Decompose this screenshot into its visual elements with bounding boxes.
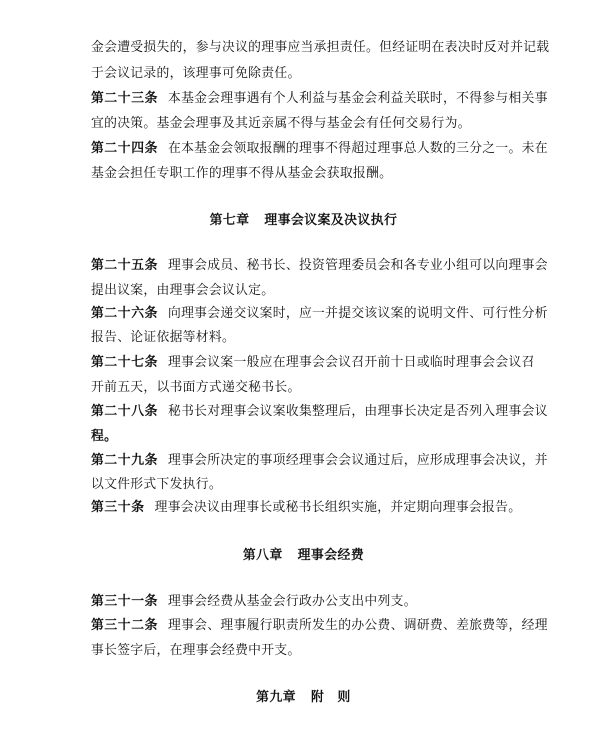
article-26 bbox=[91, 306, 548, 322]
article-23-text-1: 本基金会理事遇有个人利益与基金会利益关联时，不得参与相关事 bbox=[167, 91, 548, 106]
article-27-label: 第二十七条 bbox=[91, 355, 158, 370]
article-31-label: 第三十一条 bbox=[91, 594, 158, 609]
chapter-8-number: 第八章 bbox=[242, 548, 283, 563]
article-23 bbox=[91, 91, 548, 107]
chapter-7-title: 理事会议案及决议执行 bbox=[264, 213, 398, 228]
chapter-8-heading bbox=[0, 548, 607, 564]
article-30-label: 第三十条 bbox=[91, 500, 145, 515]
article-29-text-2: 以文件形式下发执行。 bbox=[91, 477, 222, 492]
article-32-text-2: 事长签字后，在理事会经费中开支。 bbox=[91, 643, 301, 658]
article-25-text-1: 理事会成员、秘书长、投资管理委员会和各专业小组可以向理事会 bbox=[167, 258, 548, 273]
article-29 bbox=[91, 453, 548, 469]
article-25 bbox=[91, 258, 548, 274]
chapter-8-title: 理事会经费 bbox=[297, 548, 365, 563]
chapter-7-number: 第七章 bbox=[209, 213, 250, 228]
article-31 bbox=[91, 594, 417, 610]
article-24-label: 第二十四条 bbox=[91, 141, 158, 156]
article-28-text-2: 程。 bbox=[91, 429, 118, 444]
article-24-text-1: 在本基金会领取报酬的理事不得超过理事总人数的三分之一。未在 bbox=[167, 141, 548, 156]
chapter-9-title: 附 则 bbox=[310, 690, 351, 705]
intro-line-2: 于会议记录的，该理事可免除责任。 bbox=[91, 66, 301, 81]
article-27-text-2: 开前五天，以书面方式递交秘书长。 bbox=[91, 380, 301, 395]
chapter-9-number: 第九章 bbox=[256, 690, 297, 705]
article-24 bbox=[91, 141, 548, 157]
intro-line-1: 金会遭受损失的，参与决议的理事应当承担责任。但经证明在表决时反对并记载 bbox=[91, 40, 550, 55]
article-29-label: 第二十九条 bbox=[91, 453, 158, 468]
article-25-text-2: 提出议案，由理事会会议认定。 bbox=[91, 283, 275, 298]
article-30 bbox=[91, 500, 521, 516]
article-27 bbox=[91, 355, 535, 371]
article-28-label: 第二十八条 bbox=[91, 404, 158, 419]
article-23-label: 第二十三条 bbox=[91, 91, 158, 106]
article-29-text-1: 理事会所决定的事项经理事会会议通过后，应形成理事会决议，并 bbox=[167, 453, 548, 468]
chapter-7-heading bbox=[0, 213, 607, 229]
article-27-text-1: 理事会议案一般应在理事会会议召开前十日或临时理事会会议召 bbox=[167, 355, 535, 370]
article-32-label: 第三十二条 bbox=[91, 618, 158, 633]
article-26-label: 第二十六条 bbox=[91, 306, 158, 321]
article-32 bbox=[91, 618, 548, 634]
article-24-text-2: 基金会担任专职工作的理事不得从基金会获取报酬。 bbox=[91, 166, 393, 181]
article-25-label: 第二十五条 bbox=[91, 258, 158, 273]
article-28 bbox=[91, 404, 548, 420]
chapter-9-heading bbox=[0, 690, 607, 706]
article-26-text-1: 向理事会递交议案时，应一并提交该议案的说明文件、可行性分析 bbox=[167, 306, 548, 321]
article-23-text-2: 宜的决策。基金会理事及其近亲属不得与基金会有任何交易行为。 bbox=[91, 116, 471, 131]
article-30-text-1: 理事会决议由理事长或秘书长组织实施，并定期向理事会报告。 bbox=[154, 500, 522, 515]
article-31-text-1: 理事会经费从基金会行政办公支出中列支。 bbox=[167, 594, 417, 609]
article-28-text-1: 秘书长对理事会议案收集整理后，由理事长决定是否列入理事会议 bbox=[167, 404, 548, 419]
article-32-text-1: 理事会、理事履行职责所发生的办公费、调研费、差旅费等，经理 bbox=[167, 618, 548, 633]
article-26-text-2: 报告、论证依据等材料。 bbox=[91, 330, 236, 345]
